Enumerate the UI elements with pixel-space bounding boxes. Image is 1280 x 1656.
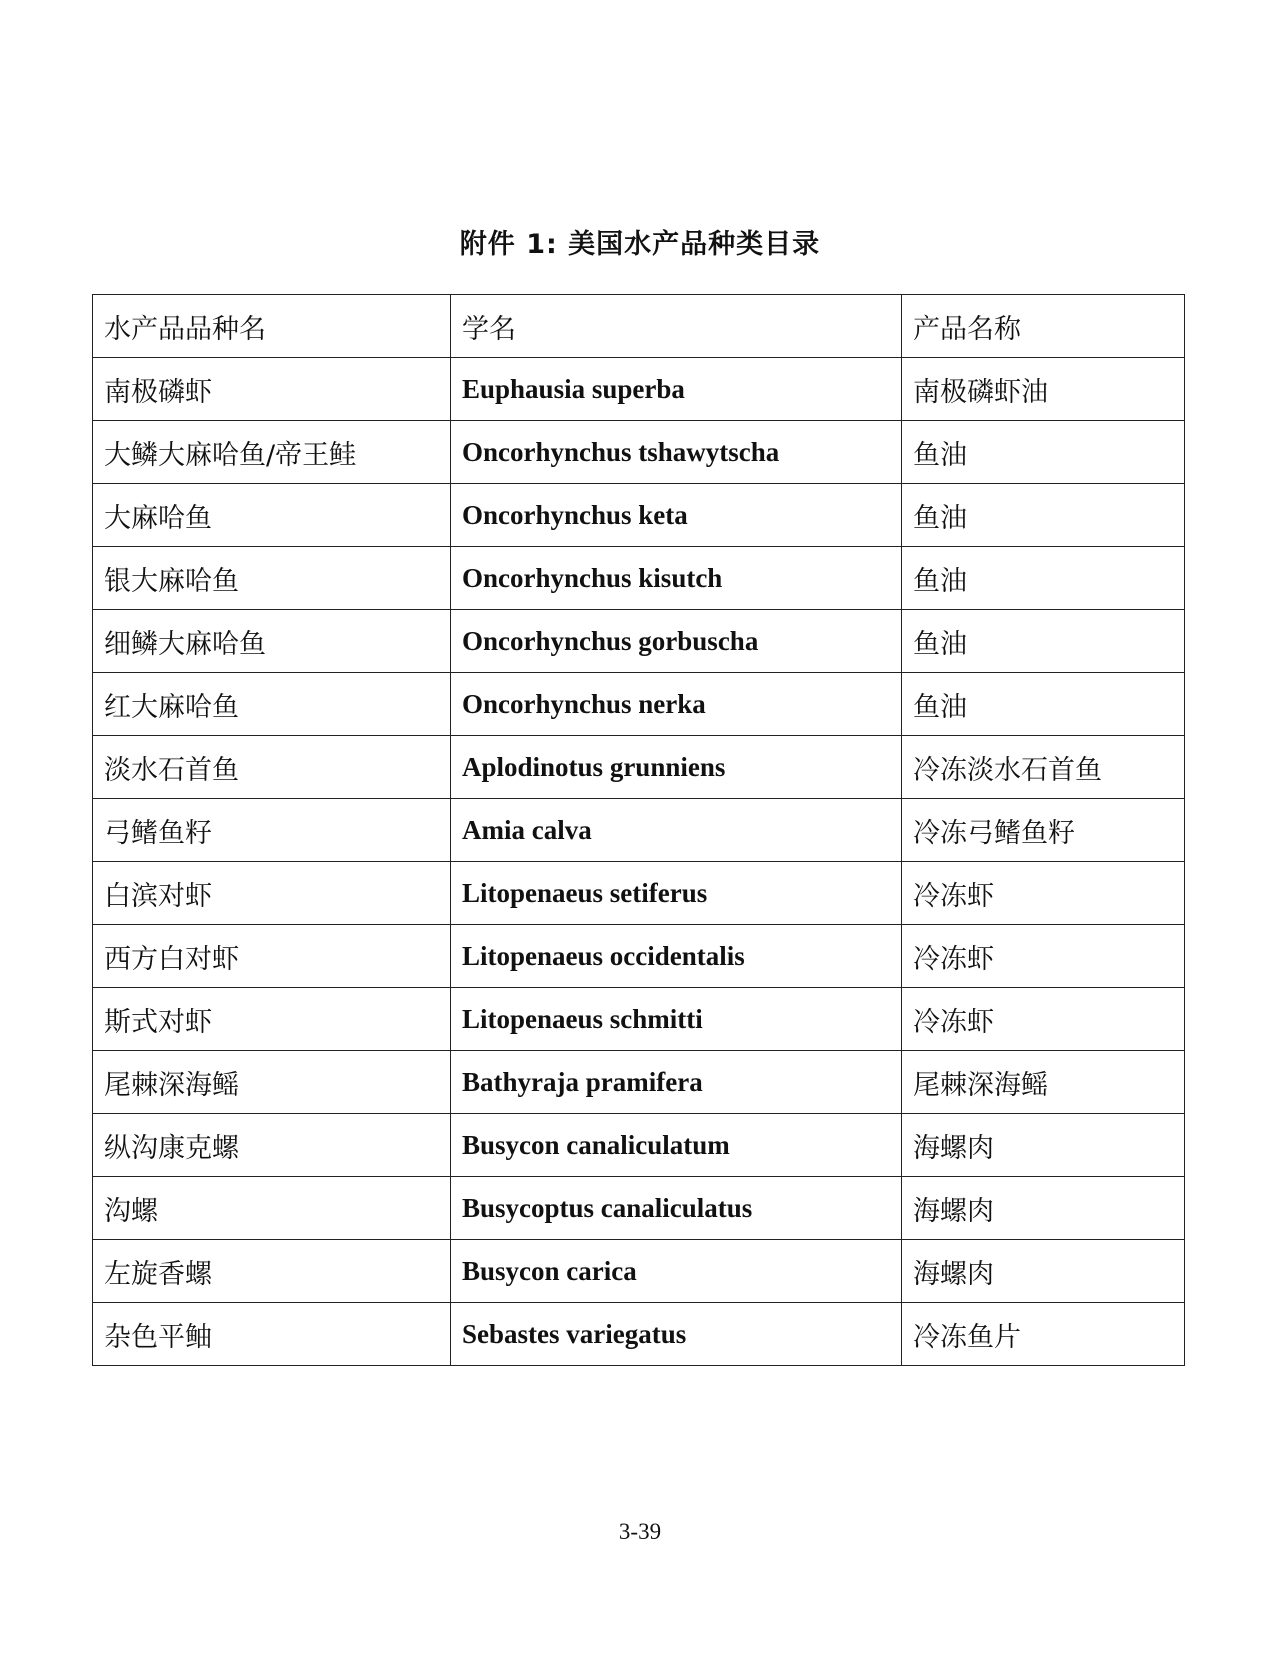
product-name-cell: 南极磷虾油: [902, 358, 1185, 421]
scientific-name-cell: Euphausia superba: [451, 358, 902, 421]
species-name-cell: 沟螺: [93, 1177, 451, 1240]
table-row: [93, 862, 1185, 925]
species-name-cell: 大鳞大麻哈鱼/帝王鲑: [93, 421, 451, 484]
scientific-name-cell: Amia calva: [451, 799, 902, 862]
scientific-name-cell: Litopenaeus schmitti: [451, 988, 902, 1051]
table-row: [93, 736, 1185, 799]
species-name-cell: 左旋香螺: [93, 1240, 451, 1303]
table-row: [93, 1051, 1185, 1114]
species-name-cell: 杂色平鲉: [93, 1303, 451, 1366]
product-name-cell: 鱼油: [902, 610, 1185, 673]
header-cell-product-name: 产品名称: [902, 295, 1185, 358]
product-name-cell: 鱼油: [902, 484, 1185, 547]
species-name-cell: 银大麻哈鱼: [93, 547, 451, 610]
product-name-cell: 冷冻淡水石首鱼: [902, 736, 1185, 799]
product-name-cell: 海螺肉: [902, 1177, 1185, 1240]
species-name-cell: 斯式对虾: [93, 988, 451, 1051]
scientific-name-cell: Litopenaeus setiferus: [451, 862, 902, 925]
species-name-cell: 尾棘深海鳐: [93, 1051, 451, 1114]
table-row: [93, 925, 1185, 988]
page-number: 3-39: [618, 1519, 662, 1544]
table-row: [93, 1303, 1185, 1366]
product-name-cell: 鱼油: [902, 421, 1185, 484]
table-row: [93, 358, 1185, 421]
product-name-cell: 海螺肉: [902, 1240, 1185, 1303]
table-row: [93, 799, 1185, 862]
header-cell-scientific-name: 学名: [451, 295, 902, 358]
product-name-cell: 冷冻虾: [902, 925, 1185, 988]
scientific-name-cell: Oncorhynchus nerka: [451, 673, 902, 736]
product-name-cell: 冷冻鱼片: [902, 1303, 1185, 1366]
species-name-cell: 南极磷虾: [93, 358, 451, 421]
product-name-cell: 冷冻虾: [902, 988, 1185, 1051]
species-name-cell: 淡水石首鱼: [93, 736, 451, 799]
scientific-name-cell: Busycon canaliculatum: [451, 1114, 902, 1177]
table-row: [93, 673, 1185, 736]
table-row: [93, 1177, 1185, 1240]
table-row: [93, 1240, 1185, 1303]
scientific-name-cell: Bathyraja pramifera: [451, 1051, 902, 1114]
scientific-name-cell: Oncorhynchus keta: [451, 484, 902, 547]
table-row: [93, 610, 1185, 673]
table-row: [93, 1114, 1185, 1177]
species-catalog-table: [92, 294, 1185, 1366]
species-name-cell: 西方白对虾: [93, 925, 451, 988]
species-name-cell: 细鳞大麻哈鱼: [93, 610, 451, 673]
scientific-name-cell: Sebastes variegatus: [451, 1303, 902, 1366]
table-row: [93, 547, 1185, 610]
scientific-name-cell: Busycoptus canaliculatus: [451, 1177, 902, 1240]
table-row: [93, 988, 1185, 1051]
scientific-name-cell: Busycon carica: [451, 1240, 902, 1303]
scientific-name-cell: Oncorhynchus gorbuscha: [451, 610, 902, 673]
product-name-cell: 鱼油: [902, 547, 1185, 610]
table-row: [93, 484, 1185, 547]
scientific-name-cell: Oncorhynchus kisutch: [451, 547, 902, 610]
scientific-name-cell: Aplodinotus grunniens: [451, 736, 902, 799]
species-name-cell: 红大麻哈鱼: [93, 673, 451, 736]
species-name-cell: 纵沟康克螺: [93, 1114, 451, 1177]
species-name-cell: 大麻哈鱼: [93, 484, 451, 547]
species-name-cell: 弓鳍鱼籽: [93, 799, 451, 862]
product-name-cell: 尾棘深海鳐: [902, 1051, 1185, 1114]
table-header-row: [93, 295, 1185, 358]
product-name-cell: 冷冻弓鳍鱼籽: [902, 799, 1185, 862]
page-title: 附件 1: 美国水产品种类目录: [459, 229, 821, 260]
product-name-cell: 冷冻虾: [902, 862, 1185, 925]
table-row: [93, 421, 1185, 484]
scientific-name-cell: Litopenaeus occidentalis: [451, 925, 902, 988]
product-name-cell: 鱼油: [902, 673, 1185, 736]
species-name-cell: 白滨对虾: [93, 862, 451, 925]
scientific-name-cell: Oncorhynchus tshawytscha: [451, 421, 902, 484]
header-cell-species-name: 水产品品种名: [93, 295, 451, 358]
product-name-cell: 海螺肉: [902, 1114, 1185, 1177]
